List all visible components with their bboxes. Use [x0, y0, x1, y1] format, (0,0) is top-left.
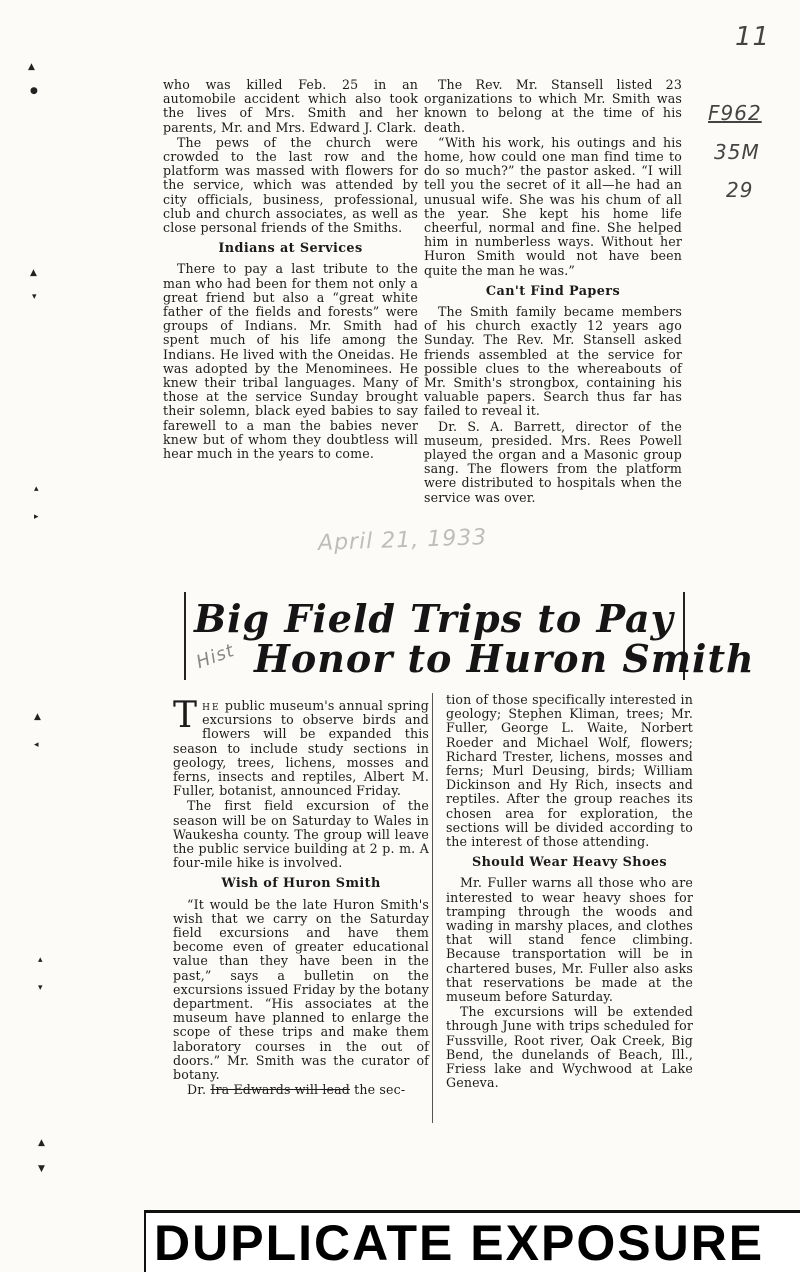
margin-mark: ▴: [38, 955, 43, 965]
article-paragraph: Dr. S. A. Barrett, director of the museum, presided. Mrs. Rees Powell played the organ and a Masonic group sang. The flowers from the platform were distributed to hospitals when the service was over.: [424, 418, 682, 505]
headline-line-2: Honor to Huron Smith: [254, 636, 755, 681]
struck-text: Ira Edwards will lead: [210, 1082, 351, 1098]
article1-right-column: [424, 78, 682, 505]
article-paragraph: The Rev. Mr. Stansell listed 23 organizations to which Mr. Smith was known to belong at the time of his death.: [424, 77, 682, 135]
margin-note: Hist: [193, 639, 238, 674]
banner-top-rule: [146, 1210, 800, 1213]
last-line-end: the sec-: [350, 1082, 406, 1098]
margin-mark: ▼: [38, 1164, 45, 1174]
article2-left-column: [173, 695, 429, 1098]
article-paragraph: There to pay a last tribute to the man who had been for them not only a great friend but also a “great white father of the fields and forests” were groups of Indians. Mr. Smith had spent much of his life among the Indians. He lived with the Oneidas. He was adopted by the Menominees. He knew their tribal languages. Many of those at the service Sunday brought their solemn, black eyed babies to say farewell to a man the babies never knew but of whom they doubtless will hear much in the years to come.: [163, 261, 418, 462]
article1-left-column: [163, 78, 418, 461]
column-rule: [432, 693, 433, 1123]
duplicate-exposure-banner: [144, 1210, 800, 1272]
article-paragraph: The excursions will be extended through June with trips scheduled for Fussville, Root river, Oak Creek, Big Bend, the dunelands of Beach, Ill., Friess lake and Wychwood at Lake Geneva.: [446, 1004, 693, 1091]
article-paragraph: The pews of the church were crowded to the last row and the platform was massed with flowers for the service, which was attended by city officials, business, professional, club and church associates, as well as close personal friends of the Smiths.: [163, 134, 418, 236]
margin-mark: ▾: [32, 292, 37, 302]
catalog-line-1: F962: [708, 101, 762, 125]
article-paragraph: tion of those specifically interested in geology; Stephen Kliman, trees; Mr. Fuller, George L. Waite, Norbert Roeder and Michael Wolf, flowers; Richard Trester, lichens, mosses and ferns; Murl Deusing, birds; William Dickinson and Hy Rich, insects and reptiles. After the group reaches its chosen area for exploration, the sections will be divided according to the interest of those attending.: [446, 692, 693, 850]
catalog-number-annotation: [708, 98, 762, 128]
margin-mark: ▲: [28, 62, 35, 72]
subheading: Wish of Huron Smith: [221, 876, 381, 892]
article-paragraph: who was killed Feb. 25 in an automobile accident which also took the lives of Mrs. Smith and her parents, Mr. and Mrs. Edward J. Clark.: [163, 77, 418, 135]
lead-paragraph: [173, 695, 429, 799]
margin-mark: ▲: [30, 268, 37, 278]
subheading: Should Wear Heavy Shoes: [471, 855, 668, 871]
banner-text: DUPLICATE EXPOSURE: [154, 1215, 765, 1271]
catalog-line-3: 29: [726, 178, 754, 202]
margin-mark: ▸: [34, 512, 39, 522]
lead-text: public museum's annual spring excursions to observe birds and flowers will be expanded this season to include study sections in geology, trees, lichens, mosses and ferns, insects and reptiles, Albert M. Fuller, botanist, announced Friday.: [173, 698, 429, 799]
page-number-annotation: 11: [735, 22, 771, 52]
article-paragraph: “With his work, his outings and his home, how could one man find time to do so much?” the pastor asked. “I will tell you the secret of it all—he had an unusual wife. She was his chum of all the year. She kept his home life cheerful, normal and fine. She helped him in numberless ways. Without her Huron Smith would not have been quite the man he was.”: [424, 134, 682, 278]
headline-line-1: Big Field Trips to Pay: [194, 596, 674, 641]
article-paragraph: Mr. Fuller warns all those who are interested to wear heavy shoes for tramping through the woods and wading in marshy places, and clothes that will stand fence climbing. Because transportation will be in chartered buses, Mr. Fuller also asks that reservations be made at the museum before Saturday.: [446, 875, 693, 1005]
margin-mark: ▴: [34, 484, 39, 494]
drop-cap: T: [173, 695, 198, 736]
margin-mark: ▾: [38, 983, 43, 993]
margin-mark: ▲: [34, 712, 41, 722]
subheading: Indians at Services: [218, 241, 363, 257]
article-paragraph: The Smith family became members of his church exactly 12 years ago Sunday. The Rev. Mr. Stansell asked friends assembled at the service for possible clues to the whereabouts of Mr. Smith's strongbox, containing his valuable papers. Search thus far has failed to reveal it.: [424, 304, 682, 419]
margin-mark: ●: [30, 86, 38, 96]
article-paragraph: “It would be the late Huron Smith's wish that we carry on the Saturday field excursions and have them become even of greater educational value than they have been in the past,” says a bulletin on the excursions issued Friday by the botany department. “His associates at the museum have planned to enlarge the scope of these trips and make them laboratory courses in the out of doors.” Mr. Smith was the curator of botany.: [173, 896, 429, 1083]
margin-mark: ◂: [34, 740, 39, 750]
subheading: Can't Find Papers: [485, 283, 621, 299]
lead-smallcaps: he: [202, 698, 221, 713]
catalog-line-2: 35M: [714, 140, 760, 164]
article-paragraph: The first field excursion of the season will be on Saturday to Wales in Waukesha county. The group will leave the public service building at 2 p. m. A four-mile hike is involved.: [173, 798, 429, 871]
article-paragraph: [173, 1083, 429, 1097]
margin-mark: ▲: [38, 1138, 45, 1148]
date-stamp: April 21, 1933: [317, 525, 488, 556]
article2-right-column: [446, 693, 693, 1090]
last-line-start: Dr.: [187, 1082, 211, 1098]
